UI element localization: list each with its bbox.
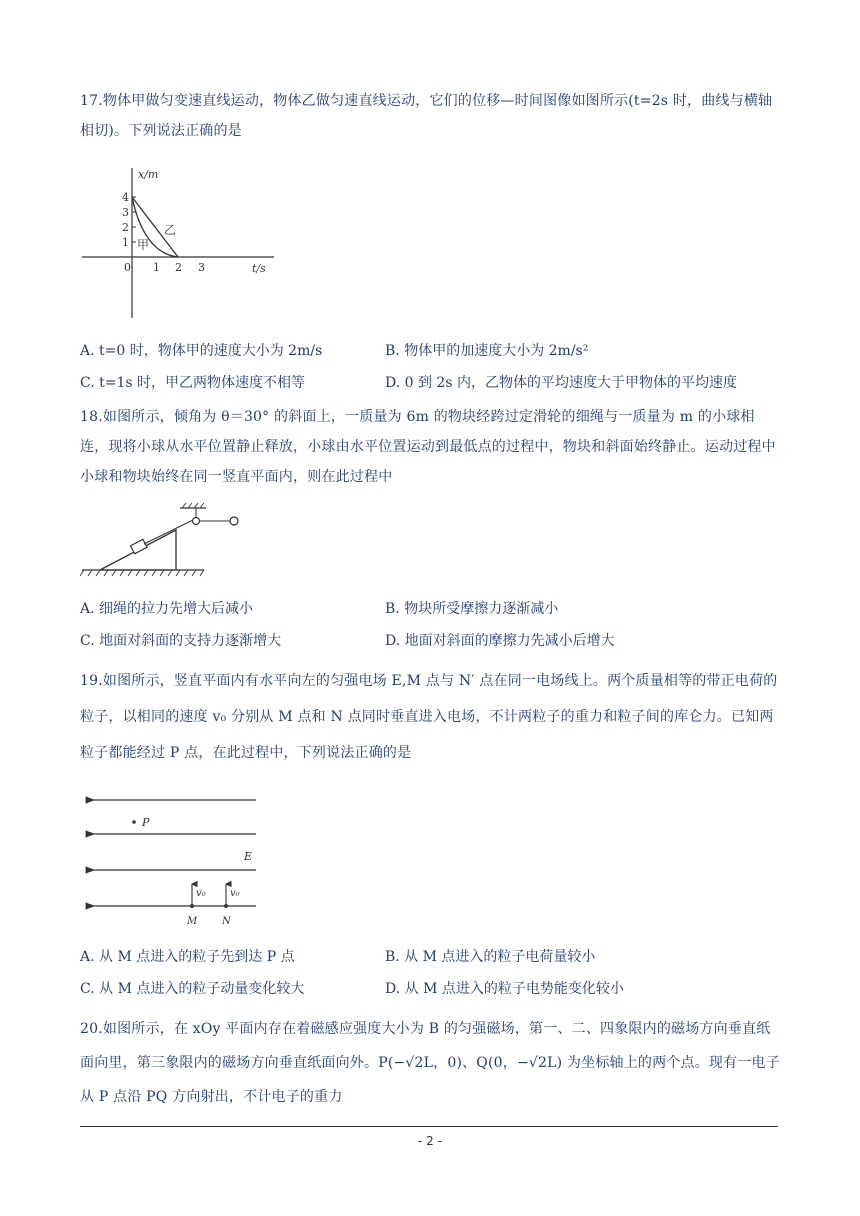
question-20 xyxy=(80,1012,780,1114)
y-tick-label: 4 xyxy=(122,191,129,204)
x-tick-label: 1 xyxy=(153,261,160,274)
ball-figure xyxy=(210,500,240,540)
question-stem: 如图所示，竖直平面内有水平向左的匀强电场 E,M 点与 N′ 点在同一电场线上。两个质量相等的带正电荷的粒子，以相同的速度 v₀ 分别从 M 点和 N 点同时垂直进入电场，不计两粒子的重力和粒子间的库仑力。已知两粒子都能经过 P 点，在此过程中，下列说法正确的是 xyxy=(80,673,778,761)
incline-pulley-figure xyxy=(80,500,210,580)
option-b: B. 从 M 点进入的粒子电荷量较小 xyxy=(385,949,596,965)
point-p-dot xyxy=(132,820,136,824)
point-m-dot xyxy=(190,904,194,908)
question-number: 17. xyxy=(80,93,103,109)
option-a: A. 从 M 点进入的粒子先到达 P 点 xyxy=(80,949,295,965)
question-number: 18. xyxy=(80,409,103,425)
velocity-label-n: v₀ xyxy=(230,888,240,899)
velocity-label-m: v₀ xyxy=(196,888,206,899)
ceiling-hatch xyxy=(182,503,204,508)
page-number: - 2 - xyxy=(418,1134,442,1148)
option-b: B. 物块所受摩擦力逐渐减小 xyxy=(385,601,559,617)
block xyxy=(130,539,147,554)
y-tick-label: 3 xyxy=(122,206,129,219)
footer-rule xyxy=(80,1126,778,1127)
xt-graph-figure xyxy=(80,160,280,320)
point-p-label: P xyxy=(142,816,150,829)
option-c: C. 从 M 点进入的粒子动量变化较大 xyxy=(80,981,305,997)
option-d: D. 地面对斜面的摩擦力先减小后增大 xyxy=(385,633,615,649)
option-a: A. t=0 时，物体甲的速度大小为 2m/s xyxy=(80,343,323,359)
ground-hatch xyxy=(80,570,204,576)
option-b: B. 物体甲的加速度大小为 2m/s² xyxy=(385,343,589,359)
x-tick-label: 0 xyxy=(124,261,131,274)
question-number: 19. xyxy=(80,673,103,689)
pulley xyxy=(193,518,200,525)
curve-label-jia: 甲 xyxy=(137,238,150,252)
y-tick-label: 2 xyxy=(122,221,129,234)
electric-field-figure xyxy=(84,790,264,930)
curve-label-yi: 乙 xyxy=(164,223,177,237)
y-axis-label: x/m xyxy=(138,168,159,181)
option-d: D. 从 M 点进入的粒子电势能变化较小 xyxy=(385,981,624,997)
option-c: C. t=1s 时，甲乙两物体速度不相等 xyxy=(80,375,306,391)
x-axis-label: t/s xyxy=(252,262,266,275)
question-number: 20. xyxy=(80,1021,103,1037)
option-a: A. 细绳的拉力先增大后减小 xyxy=(80,601,254,617)
x-tick-label: 3 xyxy=(198,261,205,274)
y-tick-label: 1 xyxy=(122,236,129,249)
point-m-label: M xyxy=(187,916,198,927)
question-18 xyxy=(80,402,780,492)
x-tick-label: 2 xyxy=(175,261,182,274)
question-17 xyxy=(80,86,780,146)
question-stem: 如图所示，在 xOy 平面内存在着磁感应强度大小为 B 的匀强磁场，第一、二、四象限内的磁场方向垂直纸面向里，第三象限内的磁场方向垂直纸面向外。P(−√2L，0)、Q(0，−√2L) 为坐标轴上的两个点。现有一电子从 P 点沿 PQ 方向射出，不计电子的重力 xyxy=(80,1021,780,1105)
question-stem: 如图所示，倾角为 θ＝30° 的斜面上，一质量为 6m 的物块经跨过定滑轮的细绳与一质量为 m 的小球相连，现将小球从水平位置静止释放，小球由水平位置运动到最低点的过程中，物块和斜面始终静止。运动过程中小球和物块始终在同一竖直平面内，则在此过程中 xyxy=(80,409,776,485)
rope-to-block xyxy=(144,520,193,544)
option-d: D. 0 到 2s 内，乙物体的平均速度大于甲物体的平均速度 xyxy=(385,375,737,391)
point-n-label: N xyxy=(222,916,231,927)
point-n-dot xyxy=(224,904,228,908)
question-stem: 物体甲做匀变速直线运动，物体乙做匀速直线运动，它们的位移—时间图像如图所示(t=2s 时，曲线与横轴相切)。下列说法正确的是 xyxy=(80,93,773,139)
field-label: E xyxy=(244,850,253,863)
option-c: C. 地面对斜面的支持力逐渐增大 xyxy=(80,633,282,649)
question-19 xyxy=(80,663,780,771)
ball xyxy=(230,517,238,525)
